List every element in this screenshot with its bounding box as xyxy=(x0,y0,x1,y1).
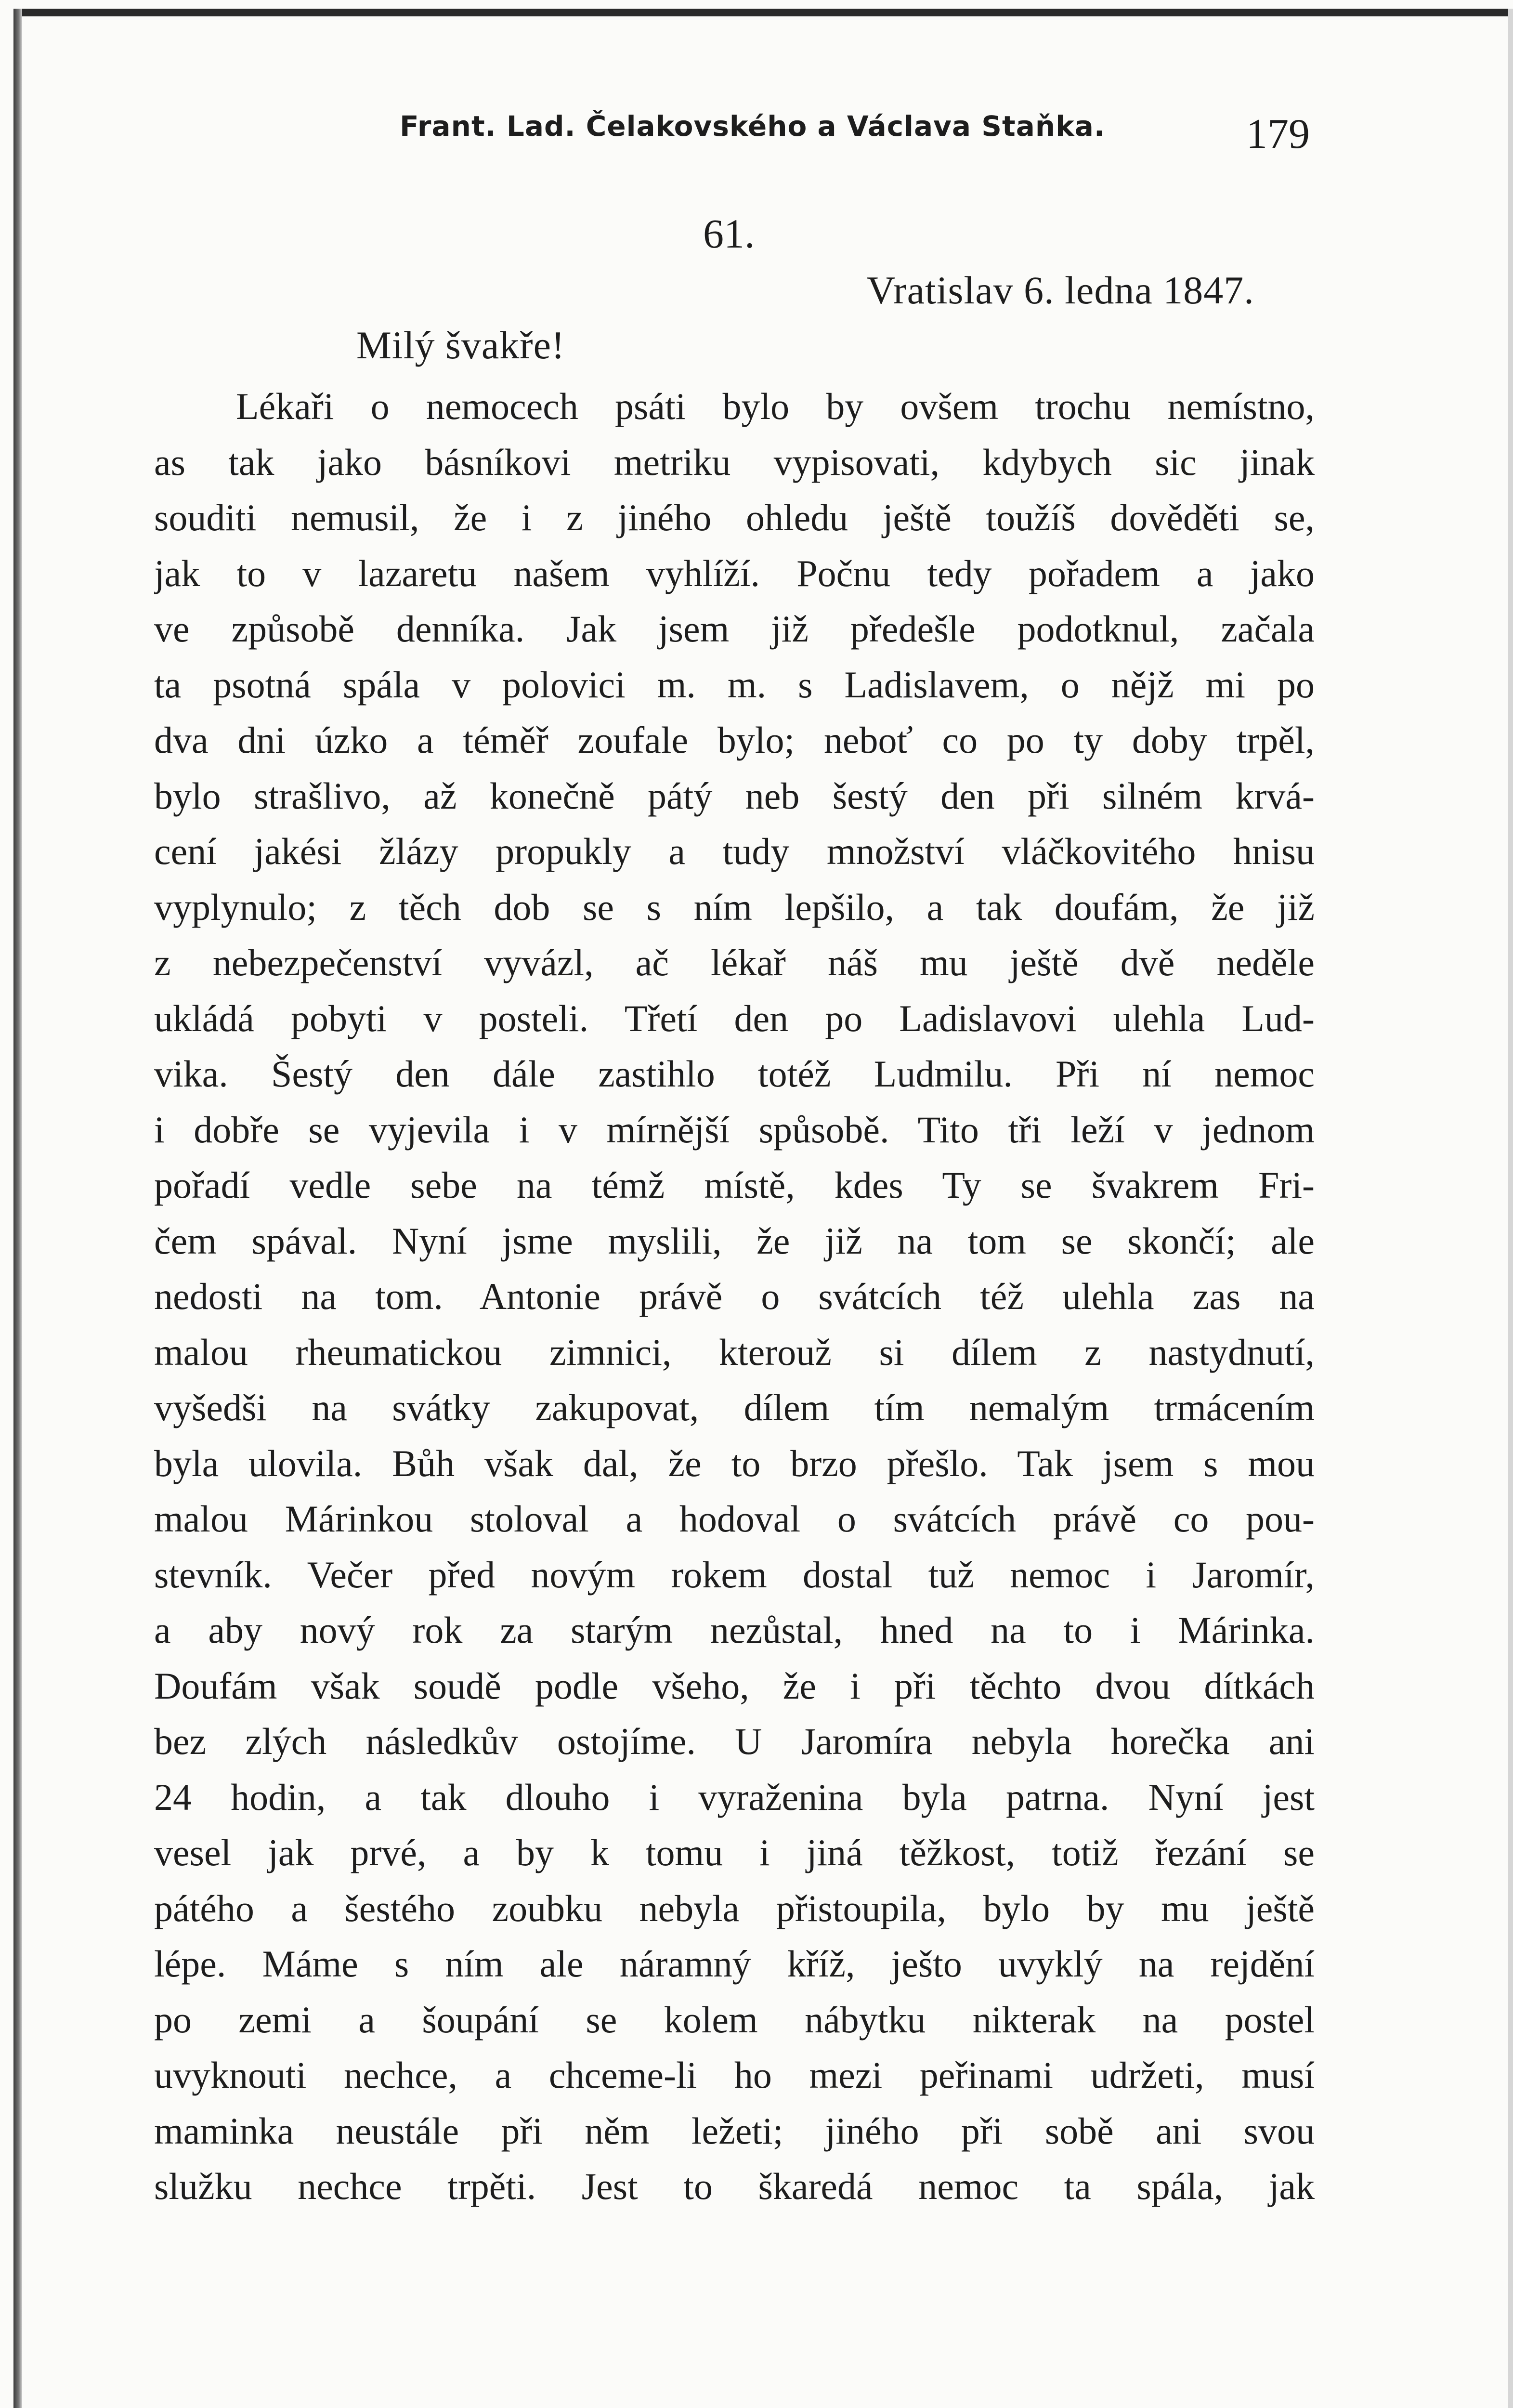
text-line: maminka neustále při něm ležeti; jiného při sobě ani svou xyxy=(154,2109,1315,2152)
text-line: malou Márinkou stoloval a hodoval o svátcích právě co pou- xyxy=(154,1498,1315,1540)
text-line: pátého a šestého zoubku nebyla přistoupila, bylo by mu ještě xyxy=(154,1887,1315,1929)
text-line: čem spával. Nyní jsme myslili, že již na tom se skončí; ale xyxy=(154,1219,1315,1262)
scan-border-top xyxy=(14,9,1513,16)
text-line: stevník. Večer před novým rokem dostal tuž nemoc i Jaromír, xyxy=(154,1553,1315,1596)
text-line: as tak jako básníkovi metriku vypisovati, kdybych sic jinak xyxy=(154,441,1315,483)
letter-dateline: Vratislav 6. ledna 1847. xyxy=(867,268,1254,312)
letter-body xyxy=(154,379,1315,2214)
text-line: bez zlých následkův ostojíme. U Jaromíra nebyla horečka ani xyxy=(154,1720,1315,1762)
text-line: i dobře se vyjevila i v mírnější spůsobě. Tito tři leží v jednom xyxy=(154,1108,1315,1151)
text-line: jak to v lazaretu našem vyhlíží. Počnu tedy pořadem a jako xyxy=(154,552,1315,594)
text-line: souditi nemusil, že i z jiného ohledu ještě toužíš dověděti se, xyxy=(154,497,1315,538)
letter-salutation: Milý švakře! xyxy=(356,323,565,367)
text-line: byla ulovila. Bůh však dal, že to brzo přešlo. Tak jsem s mou xyxy=(154,1442,1315,1484)
page-number: 179 xyxy=(1246,111,1310,157)
letter-number: 61. xyxy=(703,210,755,257)
text-line: lépe. Máme s ním ale náramný kříž, ješto uvyklý na rejdění xyxy=(154,1943,1315,1985)
text-line: uvyknouti nechce, a chceme-li ho mezi peřinami udržeti, musí xyxy=(154,2054,1315,2096)
text-line: 24 hodin, a tak dlouho i vyraženina byla patrna. Nyní jest xyxy=(154,1776,1315,1818)
book-spine-edge xyxy=(13,9,22,2408)
text-line: vesel jak prvé, a by k tomu i jiná těžkost, totiž řezání se xyxy=(154,1832,1315,1873)
text-line: ta psotná spála v polovici m. m. s Ladislavem, o nějž mi po xyxy=(154,663,1315,706)
text-line: malou rheumatickou zimnici, kterouž si dílem z nastydnutí, xyxy=(154,1331,1315,1373)
text-line: a aby nový rok za starým nezůstal, hned na to i Márinka. xyxy=(154,1609,1315,1651)
text-line: služku nechce trpěti. Jest to škaredá nemoc ta spála, jak xyxy=(154,2165,1315,2207)
text-line: Doufám však soudě podle všeho, že i při těchto dvou dítkách xyxy=(154,1664,1315,1707)
text-line: dva dni úzko a téměř zoufale bylo; neboť co po ty doby trpěl, xyxy=(154,719,1315,761)
text-line: po zemi a šoupání se kolem nábytku nikterak na postel xyxy=(154,1998,1315,2041)
text-line: bylo strašlivo, až konečně pátý neb šestý den při silném krvá- xyxy=(154,774,1315,817)
text-line: vika. Šestý den dále zastihlo totéž Ludmilu. Při ní nemoc xyxy=(154,1053,1315,1095)
text-line: ve způsobě denníka. Jak jsem již předešle podotknul, začala xyxy=(154,608,1315,650)
text-line: nedosti na tom. Antonie právě o svátcích též ulehla zas na xyxy=(154,1275,1315,1317)
scan-border-right xyxy=(1508,9,1513,2408)
page-header xyxy=(400,110,1339,163)
text-line: cení jakési žlázy propukly a tudy množství vláčkovitého hnisu xyxy=(154,830,1315,872)
text-line: pořadí vedle sebe na témž místě, kdes Ty se švakrem Fri- xyxy=(154,1164,1315,1206)
running-head: Frant. Lad. Čelakovského a Václava Staňka. xyxy=(400,110,1105,143)
text-line: vyšedši na svátky zakupovat, dílem tím nemalým trmácením xyxy=(154,1387,1315,1428)
text-line: ukládá pobyti v posteli. Třetí den po Ladislavovi ulehla Lud- xyxy=(154,997,1315,1039)
text-line: vyplynulo; z těch dob se s ním lepšilo, a tak doufám, že již xyxy=(154,886,1315,928)
text-line: Lékaři o nemocech psáti bylo by ovšem trochu nemístno, xyxy=(236,385,1315,427)
text-line: z nebezpečenství vyvázl, ač lékař náš mu ještě dvě neděle xyxy=(154,942,1315,983)
